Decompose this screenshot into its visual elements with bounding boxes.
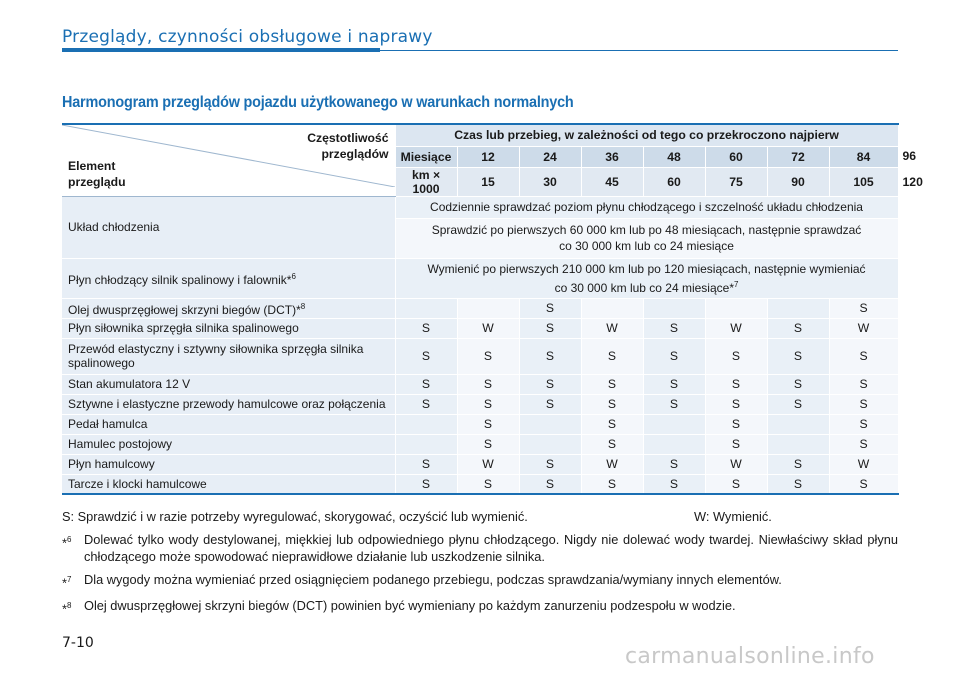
schedule-cell: W <box>829 454 898 474</box>
months-label: Miesiące <box>395 146 457 167</box>
schedule-cell: S <box>581 434 643 454</box>
schedule-cell: S <box>581 338 643 374</box>
km-header-cell: 30 <box>519 167 581 196</box>
schedule-cell: S <box>767 394 829 414</box>
schedule-cell <box>395 298 457 318</box>
schedule-cell: W <box>457 454 519 474</box>
schedule-cell: S <box>705 474 767 494</box>
schedule-cell <box>643 434 705 454</box>
schedule-cell: S <box>519 298 581 318</box>
schedule-cell <box>519 434 581 454</box>
schedule-cell: S <box>767 338 829 374</box>
schedule-cell: S <box>643 318 705 338</box>
note-7-key: *$^7$ <box>62 575 72 591</box>
chapter-title: Przeglądy, czynności obsługowe i naprawy <box>62 27 433 47</box>
schedule-cell <box>643 298 705 318</box>
cooling-periodic-check: Sprawdzić po pierwszych 60 000 km lub po 48 miesiącach, następnie sprawdzać co 30 000 km lub co 24 miesiące <box>395 218 898 258</box>
row-label: Płyn hamulcowy <box>62 454 395 474</box>
note-8-key: *$^8$ <box>62 601 72 617</box>
schedule-cell <box>395 434 457 454</box>
row-label: Stan akumulatora 12 V <box>62 374 395 394</box>
row-label: Pedał hamulca <box>62 414 395 434</box>
schedule-cell: S <box>643 394 705 414</box>
row-label: Sztywne i elastyczne przewody hamulcowe oraz połączenia <box>62 394 395 414</box>
schedule-cell: W <box>581 454 643 474</box>
schedule-cell: S <box>457 414 519 434</box>
chapter-rule <box>62 48 380 52</box>
schedule-cell: W <box>705 318 767 338</box>
month-header-cell: 24 <box>519 146 581 167</box>
schedule-cell: S <box>767 318 829 338</box>
schedule-cell <box>767 434 829 454</box>
schedule-cell <box>519 414 581 434</box>
km-header-cell: 90 <box>767 167 829 196</box>
schedule-cell: S <box>581 474 643 494</box>
month-header-cell: 12 <box>457 146 519 167</box>
schedule-cell <box>395 414 457 434</box>
schedule-cell: S <box>395 454 457 474</box>
legend-s: S: Sprawdzić i w razie potrzeby wyregulować, skorygować, oczyścić lub wymienić. <box>62 509 528 524</box>
schedule-cell: S <box>767 474 829 494</box>
km-header-cell: 75 <box>705 167 767 196</box>
schedule-cell: S <box>457 434 519 454</box>
schedule-cell: S <box>767 454 829 474</box>
section-title: Harmonogram przeglądów pojazdu użytkowanego w warunkach normalnych <box>62 94 574 111</box>
schedule-cell: S <box>705 414 767 434</box>
legend-w: W: Wymienić. <box>694 509 772 524</box>
schedule-cell: S <box>519 474 581 494</box>
schedule-cell: S <box>643 454 705 474</box>
schedule-cell: W <box>581 318 643 338</box>
schedule-cell: S <box>829 474 898 494</box>
month-header-cell: 60 <box>705 146 767 167</box>
note-6: Dolewać tylko wody destylowanej, miękkiej lub odpowiedniego płynu chłodzącego. Nigdy nie dolewać wody twardej. Niewłaściwy skład płynu chłodzącego może spowodować nieprawidłowe działanie lub uszkodzenie silnika. <box>84 532 898 564</box>
note-6-key: *$^6$ <box>62 535 72 551</box>
schedule-cell: S <box>829 414 898 434</box>
schedule-cell: S <box>829 394 898 414</box>
schedule-cell: S <box>767 374 829 394</box>
month-header-cell: 48 <box>643 146 705 167</box>
schedule-cell: S <box>581 394 643 414</box>
schedule-cell <box>705 298 767 318</box>
row-label: Olej dwusprzęgłowej skrzyni biegów (DCT)*$^8$ <box>62 298 395 318</box>
schedule-cell: S <box>705 374 767 394</box>
schedule-cell: S <box>643 474 705 494</box>
row-label-coolant: Płyn chłodzący silnik spalinowy i falownik*$^6$ <box>62 258 395 298</box>
month-header-cell: 36 <box>581 146 643 167</box>
row-label: Hamulec postojowy <box>62 434 395 454</box>
note-8: Olej dwusprzęgłowej skrzyni biegów (DCT) powinien być wymieniany po każdym zanurzeniu podzespołu w wodzie. <box>84 598 736 614</box>
span-header: Czas lub przebieg, w zależności od tego co przekroczono najpierw <box>395 124 898 146</box>
schedule-cell: S <box>395 374 457 394</box>
schedule-cell: S <box>829 374 898 394</box>
schedule-cell <box>457 298 519 318</box>
row-label: Przewód elastyczny i sztywny siłownika sprzęgła silnika spalinowego <box>62 338 395 374</box>
schedule-cell: S <box>519 394 581 414</box>
schedule-cell: S <box>705 394 767 414</box>
watermark: carmanualsonline.info <box>625 644 875 669</box>
frequency-label: Częstotliwość przeglądów <box>307 131 389 161</box>
schedule-cell: S <box>457 338 519 374</box>
schedule-cell: S <box>829 338 898 374</box>
month-header-cell: 72 <box>767 146 829 167</box>
schedule-cell <box>643 414 705 434</box>
schedule-cell: S <box>829 298 898 318</box>
page-number: 7-10 <box>62 635 94 651</box>
schedule-cell: S <box>395 474 457 494</box>
schedule-cell: S <box>395 394 457 414</box>
row-label-cooling: Układ chłodzenia <box>62 196 395 258</box>
header-corner-cell <box>62 124 395 196</box>
schedule-cell <box>581 298 643 318</box>
schedule-cell: S <box>581 374 643 394</box>
schedule-cell: S <box>457 474 519 494</box>
km-header-cell: 60 <box>643 167 705 196</box>
schedule-cell <box>767 298 829 318</box>
schedule-cell: S <box>519 338 581 374</box>
maintenance-schedule-table: Częstotliwość przeglądów Element przeglądu Czas lub przebieg, w zależności od tego co przekroczono najpierw Miesiące 12 24 36 48 60 72 84 96 km × 1000 15 30 45 60 75 90 105 120 Układ chłodzenia Codziennie sprawdzać poziom płynu chłodzącego i szczelność układu chłodzenia Sprawdzić po pierwszych 60 000 km lub po 48 miesiącach, następnie sprawdzać co 30 000 km lub co 24 miesiące Płyn chłodzący silnik spalinowy i falownik*$^6$ Wymienić po pierwszych 210 000 km lub po 120 miesiącach, następnie wymieniać co 30 000 km lub co 24 miesiące*$^7$ Olej dwusprzęgłowej skrzyni biegów (DCT)*$^8$ S S Płyn siłownika sprzęgła silnika spalinowego S W S W S W S W Przewód elastyczny i sztywny siłownika sprzęgła silnika spalinowego S S S S S S S S Stan akumulatora 12 V S S S S S S S S Sztywne i elastyczne przewody hamulcowe oraz połączenia S S S S S S S S Pedał hamulca S S S S Hamulec postojowy S S S S Płyn hamulcowy S W S W S W S W Tarcze i klocki hamulcowe S S S S S S S S <box>62 123 899 495</box>
km-header-cell: 105 <box>829 167 898 196</box>
schedule-cell: S <box>829 434 898 454</box>
month-header-cell: 84 <box>829 146 898 167</box>
schedule-cell: S <box>519 318 581 338</box>
schedule-cell: S <box>519 454 581 474</box>
schedule-cell: S <box>705 434 767 454</box>
schedule-cell: S <box>395 338 457 374</box>
schedule-cell: S <box>581 414 643 434</box>
schedule-cell: S <box>457 374 519 394</box>
element-label: Element przeglądu <box>68 158 126 189</box>
schedule-cell: S <box>643 374 705 394</box>
row-label: Płyn siłownika sprzęgła silnika spalinowego <box>62 318 395 338</box>
km-header-cell: 15 <box>457 167 519 196</box>
row-label: Tarcze i klocki hamulcowe <box>62 474 395 494</box>
schedule-cell: W <box>705 454 767 474</box>
schedule-cell <box>767 414 829 434</box>
km-label: km × 1000 <box>395 167 457 196</box>
schedule-cell: S <box>395 318 457 338</box>
schedule-cell: W <box>457 318 519 338</box>
km-header-cell: 45 <box>581 167 643 196</box>
coolant-replace-text: Wymienić po pierwszych 210 000 km lub po 120 miesiącach, następnie wymieniać co 30 000 km lub co 24 miesiące*$^7$ <box>395 258 898 298</box>
cooling-daily-check: Codziennie sprawdzać poziom płynu chłodzącego i szczelność układu chłodzenia <box>395 196 898 218</box>
schedule-cell: S <box>519 374 581 394</box>
notes <box>62 508 898 624</box>
schedule-cell: W <box>829 318 898 338</box>
note-7: Dla wygody można wymieniać przed osiągnięciem podanego przebiegu, podczas sprawdzania/wymiany innych elementów. <box>84 572 782 587</box>
schedule-cell: S <box>457 394 519 414</box>
schedule-cell: S <box>643 338 705 374</box>
chapter-rule-thin <box>380 50 898 51</box>
schedule-cell: S <box>705 338 767 374</box>
